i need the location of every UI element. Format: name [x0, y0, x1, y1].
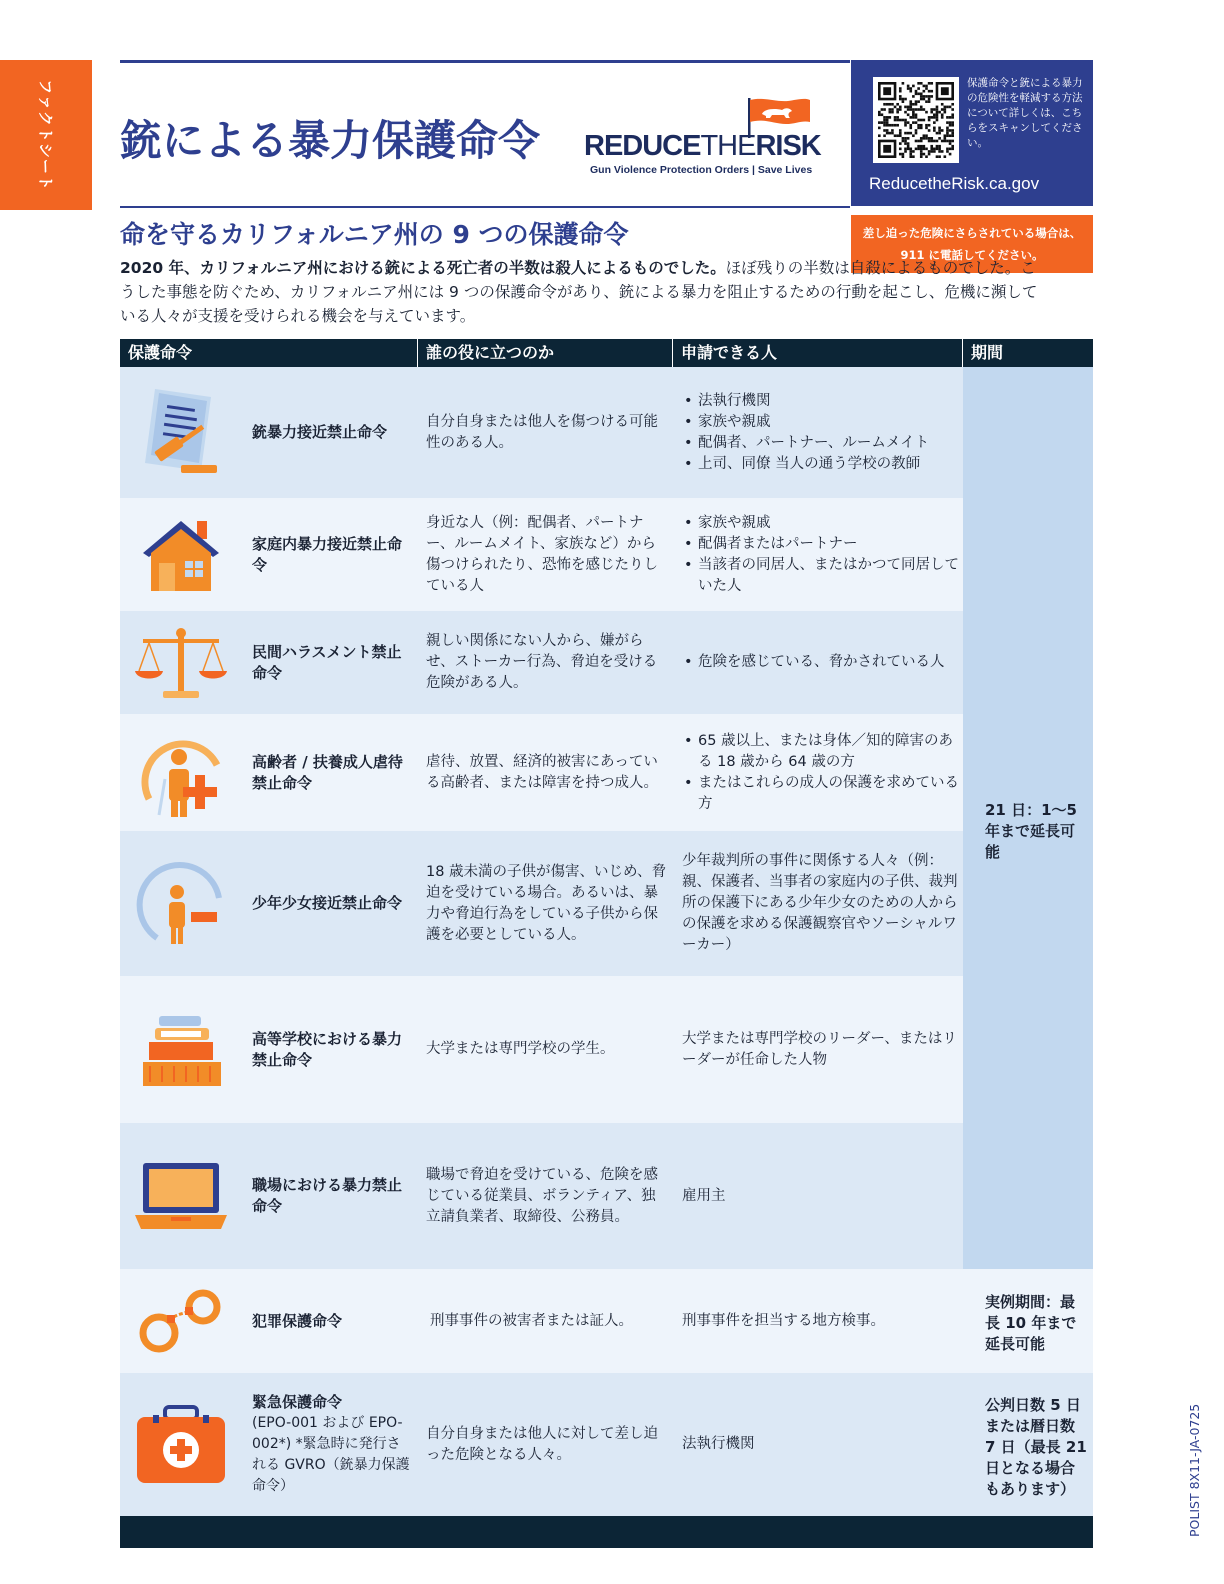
qr-code[interactable]: [873, 77, 959, 163]
order-name-text: 緊急保護命令: [252, 1393, 343, 1411]
icon-cell: [120, 976, 242, 1123]
logo-wordmark: REDUCETHERISK: [584, 130, 821, 162]
list-item: • 家族や親戚: [682, 412, 929, 433]
order-name: 少年少女接近禁止命令: [252, 894, 403, 912]
intro-paragraph: [120, 256, 1050, 328]
order-name: 家庭内暴力接近禁止命令: [252, 534, 403, 574]
icon-cell: [120, 367, 242, 498]
house-icon: [139, 515, 223, 595]
order-name: 銃暴力接近禁止命令: [252, 423, 388, 441]
icon-cell: [120, 714, 242, 831]
icon-cell: [120, 611, 242, 714]
order-who: 刑事事件の被害者または証人。: [430, 1312, 633, 1329]
qr-code-icon: [878, 82, 954, 158]
icon-cell: [120, 1373, 242, 1516]
icon-cell: [120, 831, 242, 976]
order-name: [252, 1373, 412, 1516]
order-applicants: 少年裁判所の事件に関係する人々（例：親、保護者、当事者の家庭内の子供、裁判所の保護下にある少年少女のための人からの保護を求める保護観察官やソーシャルワーカー）: [682, 853, 958, 953]
list-item: • 家族や親戚: [682, 513, 966, 534]
books-icon: [137, 1010, 225, 1090]
intro-lead: 2020 年、カリフォルニア州における銃による死亡者の半数は殺人によるものでした。: [120, 259, 726, 277]
order-applicants: 雇用主: [682, 1187, 726, 1204]
order-name: 民間ハラスメント禁止命令: [252, 642, 402, 682]
order-applicants: [682, 367, 966, 498]
qr-caption: 保護命令と銃による暴力の危険性を軽減する方法について詳しくは、こちらをスキャンしてください。: [967, 77, 1083, 149]
applicant-list: [682, 731, 966, 815]
section-subtitle: 命を守るカリフォルニア州の 9 つの保護命令: [120, 220, 629, 249]
emergency-callout: 差し迫った危険にさらされている場合は、911 に電話してください。: [851, 215, 1093, 273]
page-title: 銃による暴力保護命令: [120, 116, 541, 165]
order-who: 親しい関係にない人から、嫌がらせ、ストーカー行為、脅迫を受ける危険がある人。: [426, 633, 658, 691]
list-item: • 危険を感じている、脅かされている人: [682, 652, 945, 673]
intro-rest: ほぼ残りの半数は自殺によるものでした。こうした事態を防ぐため、カリフォルニア州には 9 つの保護命令があり、銃による暴力を阻止するための行動を起こし、危機に瀕している人々が支援を受けられる機会を与えています。: [120, 259, 1038, 325]
order-name: 高齢者 / 扶養成人虐待禁止命令: [252, 752, 403, 792]
fact-sheet-label: ファクトシート: [36, 79, 55, 191]
laptop-icon: [131, 1159, 231, 1233]
order-applicants: [682, 611, 966, 714]
order-name: 高等学校における暴力禁止命令: [252, 1029, 403, 1069]
elder-care-icon: [135, 725, 227, 821]
reduce-the-risk-logo: [584, 96, 824, 182]
order-name: 職場における暴力禁止命令: [252, 1176, 403, 1215]
qr-panel: [851, 60, 1093, 206]
order-applicants: 大学または専門学校のリーダー、またはリーダーが任命した人物: [682, 1030, 957, 1068]
first-aid-kit-icon: [133, 1403, 229, 1487]
fact-sheet-tab: [0, 60, 92, 210]
duration-emergency: 公判日数 5 日または暦日数 7 日（最長 21 日となる場合もあります）: [985, 1396, 1087, 1498]
logo-tagline: Gun Violence Protection Orders | Save Lives: [590, 164, 813, 176]
top-rule: [120, 60, 850, 63]
icon-cell: [120, 1269, 242, 1373]
order-who: 身近な人（例：配偶者、パートナー、ルームメイト、家族など）から傷つけられたり、恐怖を感じたりしている人: [426, 514, 658, 594]
icon-cell: [120, 1123, 242, 1269]
list-item: • 当該者の同居人、またはかつて同居していた人: [682, 555, 966, 597]
order-applicants: [682, 714, 966, 831]
document-gavel-icon: [133, 383, 229, 483]
order-applicants: 刑事事件を担当する地方検事。: [682, 1312, 885, 1329]
order-applicants: 法執行機関: [682, 1436, 755, 1452]
order-who: 職場で脅迫を受けている、危険を感じている従業員、ボランティア、独立請負業者、取締役、公務員。: [426, 1166, 658, 1225]
applicant-list: [682, 652, 945, 673]
header-rule: [120, 206, 850, 208]
header-applicant: 申請できる人: [673, 339, 962, 367]
header-duration: 期間: [963, 339, 1093, 367]
youth-icon: [133, 856, 229, 952]
list-item: • 法執行機関: [682, 391, 929, 412]
scales-icon: [133, 625, 229, 701]
list-item: • 65 歳以上、または身体／知的障害のある 18 歳から 64 歳の方: [682, 731, 966, 773]
applicant-list: [682, 513, 966, 597]
order-who: 18 歳未満の子供が傷害、いじめ、脅迫を受けている場合。あるいは、暴力や脅迫行為をしている子供から保護を必要としている人。: [426, 863, 666, 943]
website-link[interactable]: ReducetheRisk.ca.gov: [869, 174, 1040, 193]
header-who: 誰の役に立つのか: [418, 339, 672, 367]
order-applicants: [682, 498, 966, 611]
list-item: • 上司、同僚 当人の通う学校の教師: [682, 454, 929, 475]
order-who: 自分自身または他人に対して差し迫った危険となる人々。: [426, 1425, 658, 1463]
duration-criminal: 実例期間：最長 10 年まで延長可能: [985, 1293, 1077, 1353]
order-who: 虐待、放置、経済的被害にあっている高齢者、または障害を持つ成人。: [426, 753, 658, 791]
header-order: 保護命令: [120, 339, 417, 367]
icon-cell: [120, 498, 242, 611]
order-who: 大学または専門学校の学生。: [426, 1041, 615, 1057]
duration-common: 21 日：1〜5 年まで延長可能: [985, 801, 1077, 861]
list-item: • またはこれらの成人の保護を求めている方: [682, 773, 966, 815]
order-who: 自分自身または他人を傷つける可能性のある人。: [426, 413, 658, 451]
list-item: • 配偶者またはパートナー: [682, 534, 966, 555]
list-item: • 配偶者、パートナー、ルームメイト: [682, 433, 929, 454]
footer-bar: [120, 1516, 1093, 1548]
applicant-list: [682, 391, 929, 475]
form-id: POLIST 8X11-JA-0725: [1187, 1403, 1202, 1537]
order-name-note: (EPO-001 および EPO-002*) *緊急時に発行される GVRO（銃暴力保護命令）: [252, 1415, 410, 1494]
order-name: 犯罪保護命令: [252, 1311, 343, 1330]
handcuffs-icon: [135, 1285, 227, 1357]
